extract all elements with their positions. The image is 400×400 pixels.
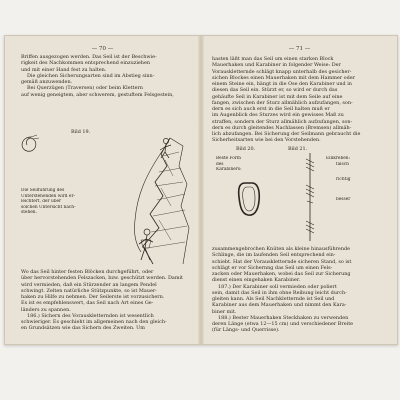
text-line: zusammengebrochen Knüten als kleine hinausführende bbox=[212, 246, 350, 252]
figure-20-caption bbox=[216, 156, 256, 173]
caption-line: leichtert, der über bbox=[21, 199, 62, 205]
text-line: straffen, sondern der Sturz allmählich aufzufangen, son- bbox=[212, 118, 353, 125]
text-line: en Grundsätzen wie das Sichern des Zweiten. Um bbox=[21, 325, 145, 332]
text-line: lich abzufangen. Bei Sicherung der Seilmann gebraucht die bbox=[212, 131, 361, 137]
text-line: schiebt. Hat der Vorauskletternde sicheren Stand, so ist bbox=[212, 258, 352, 265]
text-line: schlägt er vor Sichernng das Seil um einen Fels- bbox=[212, 264, 333, 271]
text-line: Sicherheitsarten wie bei den Vorstehenden. bbox=[212, 137, 321, 144]
book-spread bbox=[4, 35, 398, 345]
page-number-left: — 70 — bbox=[91, 46, 114, 52]
text-line: Wo das Seil hinter festen Blöcken durchgeführt, oder bbox=[21, 269, 154, 275]
text-line: dienst einen eingehaken Karabiner. bbox=[212, 277, 301, 284]
text-line: 186.) Sichern des Vorauskletternden ist wesentlich bbox=[27, 312, 154, 319]
text-line: 188.) Bester Mauerhaken Steckhaken zu verwenden bbox=[218, 314, 349, 321]
left-page bbox=[5, 36, 200, 344]
figure-label: Einkreben: bbox=[326, 156, 350, 161]
figure-21-labels bbox=[326, 156, 386, 202]
text-line: über hervorstehenden Felszacken, bzw. geschützt werden. Damit bbox=[21, 275, 183, 282]
text-line: gleiten kann. Als Seil Nachkletternde ist Seil und bbox=[212, 296, 335, 302]
figure-20-label: Bild 20. bbox=[236, 146, 256, 152]
text-line: im Augenblick des Sturzes wird ein gewisses Maß zu bbox=[212, 112, 344, 119]
text-line: gemäß anzuwenden. bbox=[21, 79, 73, 85]
caption-line: Unterstehenden wird er- bbox=[21, 193, 75, 199]
text-line: deren Länge (etwa 12—15 cm) und verschiedener Breite bbox=[212, 321, 354, 327]
left-bottom-paragraph bbox=[21, 269, 189, 332]
right-page bbox=[202, 36, 397, 344]
text-line: 187.) Der Karabiner soll vermieden oder poliert bbox=[218, 283, 337, 290]
figure-label: richtig bbox=[336, 177, 351, 183]
right-bottom-paragraph bbox=[212, 246, 384, 334]
figure-19-label: Bild 19. bbox=[71, 129, 91, 135]
caption-line: des bbox=[216, 161, 224, 167]
text-line: Bei Querzügen (Traversen) oder beim Klettern bbox=[27, 85, 143, 92]
text-line: gehäufte Seil in Karabiner ist mit dem Seile auf eine bbox=[212, 93, 343, 100]
rope-knot-illustration bbox=[300, 153, 320, 243]
text-line: auf wenig geneigtem, aber schwerem, gestuftem Felsgestein, bbox=[21, 91, 174, 98]
text-line: Vorauskletternde schlägt knapp unterhalb des gesicher- bbox=[212, 68, 352, 75]
text-line: schwingt. Zelten natürliche Stützpunkte, so ist Mauer- bbox=[21, 287, 157, 294]
text-line: schwieriger. Es geschieht im allgemeinen nach den gleich- bbox=[21, 319, 167, 325]
text-line: Es ist es empfehlenswert, das Seil nach Art eines Ge- bbox=[21, 300, 154, 307]
text-line: dern es sich auch erst in die Seil halten muß er bbox=[212, 106, 330, 112]
figure-label: besser bbox=[336, 196, 351, 202]
text-line: sichen Blockes einen Mauerhaken mit dem Hammer oder bbox=[212, 74, 355, 81]
text-line: einem Steine ein, hängt in die Öse den Karabiner und in bbox=[212, 81, 352, 87]
text-line: dern es durch gleitendes Nachlassen (Bremsen) allmäh- bbox=[212, 124, 352, 131]
figure-19-caption bbox=[21, 188, 103, 216]
right-top-paragraph bbox=[212, 56, 384, 144]
figure-label: falsch bbox=[336, 161, 349, 167]
rope-coil-illustration bbox=[17, 133, 47, 157]
text-line: Mauerhaken und Karabiner in folgender Weise: Der bbox=[212, 62, 341, 69]
text-line: fangen, zwischen der Sturz allmählich aufzufangen, son- bbox=[212, 99, 353, 106]
caption-line: Die Seilführung des bbox=[21, 188, 65, 193]
caption-line: solchen Untersicht nach- bbox=[21, 204, 76, 210]
text-line: sein, damit das Seil in ihm ohne Reibung leicht durch- bbox=[212, 289, 347, 296]
page-number-right: — 71 — bbox=[288, 46, 311, 52]
left-top-paragraph bbox=[21, 54, 186, 98]
caption-line: Karabiners: bbox=[216, 167, 242, 173]
caption-line: stehen. bbox=[21, 210, 37, 216]
text-line: hasten läßt man das Seil um einen starken Block bbox=[212, 56, 334, 62]
text-line: Briffen ausgezogen werden. Das Seil ist der Beschwie- bbox=[21, 54, 157, 60]
text-line: haken zu Hilfe zu nehmen. Der Seilerste ist vorzusichern. bbox=[21, 294, 165, 300]
figure-21-label: Bild 21. bbox=[288, 146, 308, 152]
text-line: (für Längs- und Querrisse). bbox=[212, 327, 280, 334]
caption-line: Beste Form bbox=[216, 156, 242, 161]
text-line: und mit einer Hand fest zu halten. bbox=[21, 66, 107, 73]
text-line: rigkeit des Nachkommen entsprechend einzuziehen bbox=[21, 60, 150, 67]
text-line: diesen das Seil ein. Stürzt er, so wird er durch das bbox=[212, 87, 338, 94]
text-line: Karabiner aus dem Mauerhaken und nimmt den Kara- bbox=[212, 302, 347, 309]
text-line: wird vermieden, daß ein Stürzender an langem Pendel bbox=[21, 281, 157, 288]
text-line: Die gleichen Sicherungsarten sind im Abstieg sinn- bbox=[27, 72, 155, 79]
text-line: Schlinge, die im laufenden Seil entsprechend ein- bbox=[212, 252, 336, 259]
carabiner-illustration bbox=[238, 181, 262, 217]
text-line: zacken oder Mauerhaken, wobei das Seil zur Sicherung bbox=[212, 271, 351, 277]
text-line: länders zu spannen. bbox=[21, 306, 71, 313]
text-line: biner mit. bbox=[212, 308, 237, 315]
